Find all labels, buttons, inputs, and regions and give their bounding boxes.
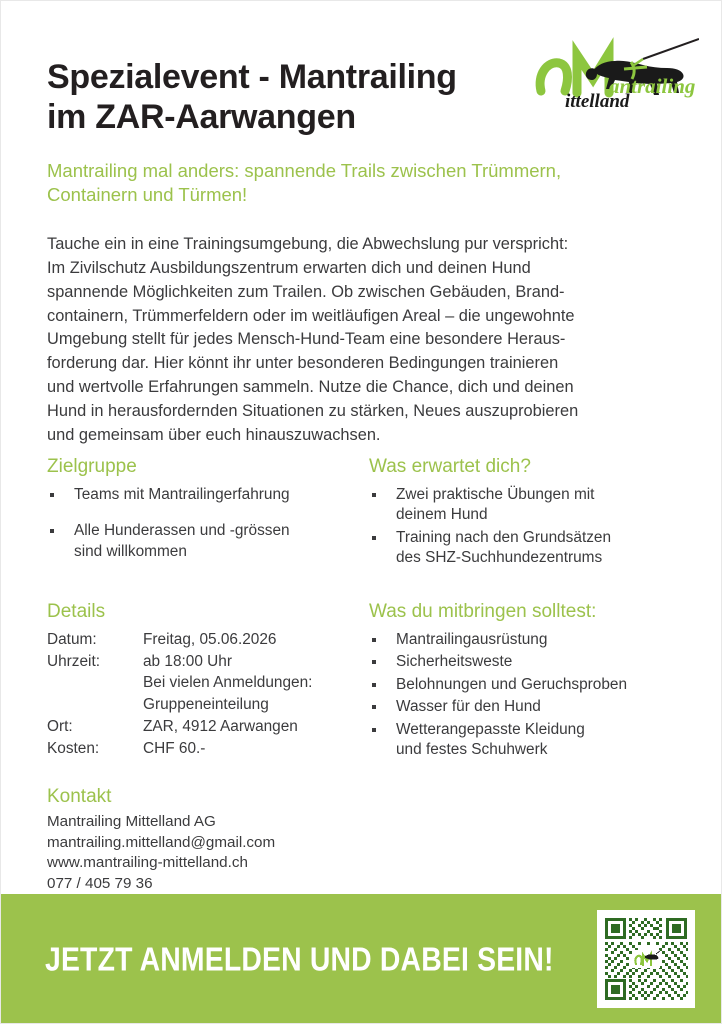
list-item xyxy=(47,521,359,562)
logo-word-ittelland: ittelland xyxy=(565,91,630,111)
table-row xyxy=(47,630,312,652)
intro-paragraph xyxy=(47,233,667,448)
title-line-2: im ZAR-Aarwangen xyxy=(47,98,356,137)
detail-label: Ort: xyxy=(47,718,73,736)
intro-line: spannende Möglichkeiten zum Trailen. Ob zwischen Gebäuden, Brand- xyxy=(47,282,565,301)
table-row xyxy=(47,652,312,674)
contact-phone[interactable]: 077 / 405 79 36 xyxy=(47,874,153,892)
intro-line: Umgebung stellt für jedes Mensch-Hund-Team eine besondere Heraus- xyxy=(47,330,566,349)
list-item-subtext: und festes Schuhwerk xyxy=(396,741,548,759)
section-heading-zielgruppe: Zielgruppe xyxy=(47,456,137,477)
section-zielgruppe xyxy=(47,456,359,578)
qr-code-graphic xyxy=(601,914,691,1004)
table-row xyxy=(47,739,312,761)
list-item-subtext: des SHZ-Suchhundezentrums xyxy=(396,549,603,567)
detail-value: Freitag, 05.06.2026 xyxy=(143,630,277,648)
list-item xyxy=(369,697,689,717)
page-subtitle xyxy=(47,159,687,206)
table-row xyxy=(47,673,312,695)
list-item xyxy=(369,630,689,650)
title-line-1: Spezialevent - Mantrailing xyxy=(47,58,457,96)
section-erwartet xyxy=(369,456,689,571)
detail-value: ab 18:00 Uhr xyxy=(143,652,232,670)
intro-line: containern, Trümmerfeldern oder im weitläufigen Areal – die ungewohnte xyxy=(47,306,575,325)
cta-banner xyxy=(1,894,721,1023)
section-mitbringen xyxy=(369,601,689,763)
section-heading-erwartet: Was erwartet dich? xyxy=(369,456,531,477)
detail-value: Gruppeneinteilung xyxy=(143,696,269,714)
list-item-subtext: deinem Hund xyxy=(396,506,488,524)
section-heading-details: Details xyxy=(47,601,106,622)
detail-label xyxy=(47,673,143,695)
intro-line: Hund in herausfordernden Situationen zu stärken, Neues auszuprobieren xyxy=(47,402,579,421)
table-row xyxy=(47,695,312,717)
list-item xyxy=(47,485,359,505)
intro-line: Tauche ein in eine Trainingsumgebung, die Abwechslung pur verspricht: xyxy=(47,235,569,253)
list-item-text: Teams mit Mantrailingerfahrung xyxy=(74,485,290,503)
section-heading-mitbringen: Was du mitbringen solltest: xyxy=(369,601,597,622)
detail-label: Uhrzeit: xyxy=(47,652,101,670)
page-title xyxy=(47,57,517,137)
list-item xyxy=(369,720,689,761)
details-table xyxy=(47,630,312,761)
list-item xyxy=(369,485,689,526)
list-item-text: Sicherheitsweste xyxy=(396,653,513,671)
qr-code[interactable] xyxy=(597,910,695,1008)
mitbringen-list xyxy=(369,630,689,761)
subtitle-line-1: Mantrailing mal anders: spannende Trails zwischen Trümmern, xyxy=(47,160,562,182)
cta-text: JETZT ANMELDEN UND DABEI SEIN! xyxy=(45,940,554,977)
list-item xyxy=(369,675,689,695)
intro-line: forderung dar. Hier könnt ihr unter besonderen Bedingungen trainieren xyxy=(47,354,559,373)
erwartet-list xyxy=(369,485,689,569)
detail-value: Bei vielen Anmeldungen: xyxy=(143,674,313,692)
list-item xyxy=(369,652,689,672)
subtitle-line-2: Containern und Türmen! xyxy=(47,183,248,205)
detail-value: CHF 60.- xyxy=(143,739,206,757)
detail-label xyxy=(47,695,143,717)
contact-company: Mantrailing Mittelland AG xyxy=(47,812,216,830)
contact-email[interactable]: mantrailing.mittelland@gmail.com xyxy=(47,833,276,851)
list-item-text: Training nach den Grundsätzen xyxy=(396,528,612,546)
list-item-text: Wasser für den Hund xyxy=(396,698,541,716)
section-kontakt xyxy=(47,786,447,895)
intro-line: Im Zivilschutz Ausbildungszentrum erwarten dich und deinen Hund xyxy=(47,258,531,277)
poster-header xyxy=(47,57,701,207)
list-item-text: Alle Hunderassen und -grössen xyxy=(74,522,290,540)
list-item-text: Belohnungen und Geruchsproben xyxy=(396,675,628,693)
detail-value: ZAR, 4912 Aarwangen xyxy=(143,718,298,736)
detail-label: Datum: xyxy=(47,630,97,648)
list-item-subtext: sind willkommen xyxy=(74,542,187,560)
list-item-text: Mantrailingausrüstung xyxy=(396,630,548,648)
zielgruppe-list xyxy=(47,485,359,562)
list-item-text: Zwei praktische Übungen mit xyxy=(396,485,595,503)
contact-website[interactable]: www.mantrailing-mittelland.ch xyxy=(47,854,248,872)
list-item xyxy=(369,528,689,569)
list-item-text: Wetterangepasste Kleidung xyxy=(396,720,585,738)
section-details xyxy=(47,601,359,761)
table-row xyxy=(47,717,312,739)
section-heading-kontakt: Kontakt xyxy=(47,786,112,807)
intro-line: und gemeinsam über euch hinauszuwachsen. xyxy=(47,425,381,444)
intro-line: und wertvolle Erfahrungen sammeln. Nutze die Chance, dich und deinen xyxy=(47,378,574,397)
logo-word-antrailing: antrailing xyxy=(609,74,696,98)
detail-label: Kosten: xyxy=(47,739,100,757)
